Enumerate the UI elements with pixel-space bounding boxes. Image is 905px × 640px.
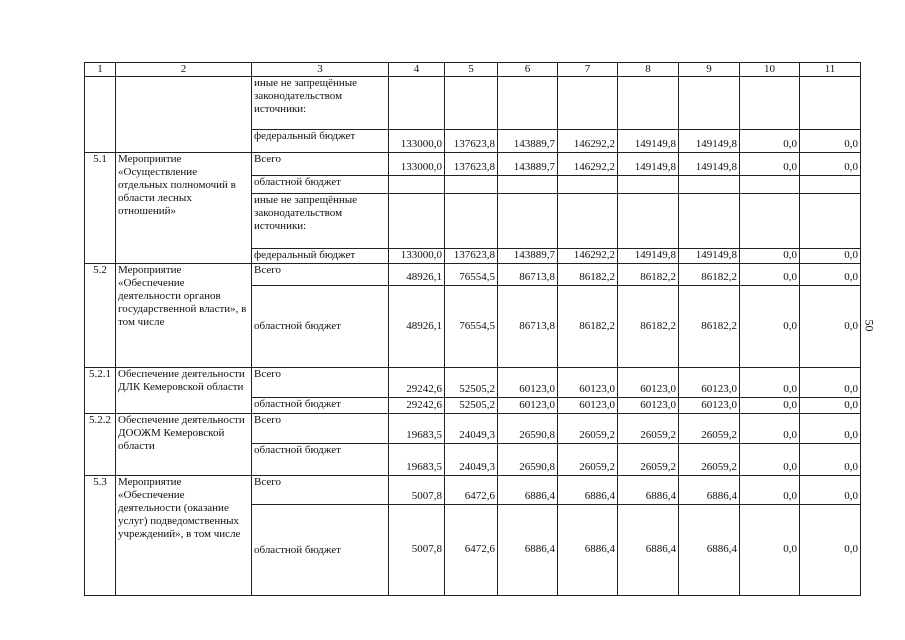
amount-cell: 26590,8 bbox=[498, 414, 558, 444]
item-number-cell bbox=[85, 77, 116, 153]
amount-cell: 133000,0 bbox=[389, 130, 445, 153]
amount-cell: 6472,6 bbox=[445, 505, 498, 596]
amount-cell: 0,0 bbox=[740, 130, 800, 153]
funding-source-cell: областной бюджет bbox=[252, 444, 389, 476]
amount-cell bbox=[618, 176, 679, 194]
funding-source-cell: иные не запрещённые законодательством источники: bbox=[252, 77, 389, 130]
amount-cell: 48926,1 bbox=[389, 264, 445, 286]
column-number-row bbox=[85, 63, 861, 77]
budget-table bbox=[84, 62, 861, 596]
amount-cell: 5007,8 bbox=[389, 505, 445, 596]
col-header: 9 bbox=[679, 63, 740, 77]
funding-source-cell: федеральный бюджет bbox=[252, 130, 389, 153]
amount-cell: 60123,0 bbox=[679, 398, 740, 414]
amount-cell: 26059,2 bbox=[679, 414, 740, 444]
funding-source-cell: областной бюджет bbox=[252, 398, 389, 414]
page-number: 50 bbox=[862, 319, 877, 332]
amount-cell bbox=[389, 176, 445, 194]
amount-cell: 86182,2 bbox=[618, 264, 679, 286]
amount-cell: 86182,2 bbox=[558, 264, 618, 286]
amount-cell: 137623,8 bbox=[445, 249, 498, 264]
amount-cell: 24049,3 bbox=[445, 444, 498, 476]
amount-cell: 149149,8 bbox=[679, 130, 740, 153]
col-header: 4 bbox=[389, 63, 445, 77]
funding-source-cell: иные не запрещённые законодательством источники: bbox=[252, 194, 389, 249]
amount-cell: 19683,5 bbox=[389, 444, 445, 476]
funding-source-cell: Всего bbox=[252, 264, 389, 286]
amount-cell: 76554,5 bbox=[445, 286, 498, 368]
amount-cell: 149149,8 bbox=[618, 249, 679, 264]
amount-cell: 26059,2 bbox=[618, 444, 679, 476]
amount-cell: 26059,2 bbox=[558, 414, 618, 444]
amount-cell: 19683,5 bbox=[389, 414, 445, 444]
amount-cell: 48926,1 bbox=[389, 286, 445, 368]
amount-cell: 6886,4 bbox=[618, 505, 679, 596]
amount-cell bbox=[740, 176, 800, 194]
item-name-cell: Мероприятие «Осуществление отдельных полномочий в области лесных отношений» bbox=[116, 153, 252, 264]
amount-cell bbox=[740, 77, 800, 130]
amount-cell: 137623,8 bbox=[445, 130, 498, 153]
item-number-cell: 5.1 bbox=[85, 153, 116, 264]
amount-cell: 0,0 bbox=[740, 153, 800, 176]
amount-cell: 60123,0 bbox=[618, 368, 679, 398]
amount-cell: 86182,2 bbox=[679, 264, 740, 286]
col-header: 5 bbox=[445, 63, 498, 77]
table-row bbox=[85, 77, 861, 130]
col-header: 11 bbox=[800, 63, 861, 77]
amount-cell: 86713,8 bbox=[498, 264, 558, 286]
amount-cell bbox=[558, 194, 618, 249]
amount-cell: 146292,2 bbox=[558, 153, 618, 176]
amount-cell: 5007,8 bbox=[389, 476, 445, 505]
amount-cell: 86713,8 bbox=[498, 286, 558, 368]
amount-cell bbox=[445, 176, 498, 194]
amount-cell: 86182,2 bbox=[679, 286, 740, 368]
funding-source-cell: областной бюджет bbox=[252, 505, 389, 596]
amount-cell bbox=[800, 176, 861, 194]
item-number-cell: 5.2.1 bbox=[85, 368, 116, 414]
amount-cell bbox=[679, 176, 740, 194]
amount-cell: 146292,2 bbox=[558, 249, 618, 264]
amount-cell: 133000,0 bbox=[389, 153, 445, 176]
amount-cell: 24049,3 bbox=[445, 414, 498, 444]
amount-cell: 26059,2 bbox=[618, 414, 679, 444]
amount-cell: 6886,4 bbox=[618, 476, 679, 505]
col-header: 3 bbox=[252, 63, 389, 77]
amount-cell: 60123,0 bbox=[679, 368, 740, 398]
amount-cell bbox=[498, 194, 558, 249]
amount-cell bbox=[558, 77, 618, 130]
amount-cell: 0,0 bbox=[740, 476, 800, 505]
amount-cell: 60123,0 bbox=[558, 398, 618, 414]
funding-source-cell: федеральный бюджет bbox=[252, 249, 389, 264]
item-number-cell: 5.2.2 bbox=[85, 414, 116, 476]
amount-cell: 143889,7 bbox=[498, 153, 558, 176]
amount-cell: 6886,4 bbox=[558, 505, 618, 596]
amount-cell: 6886,4 bbox=[498, 476, 558, 505]
amount-cell: 60123,0 bbox=[618, 398, 679, 414]
amount-cell: 0,0 bbox=[740, 444, 800, 476]
table-row bbox=[85, 368, 861, 398]
amount-cell bbox=[679, 77, 740, 130]
amount-cell: 143889,7 bbox=[498, 249, 558, 264]
amount-cell: 143889,7 bbox=[498, 130, 558, 153]
amount-cell: 6886,4 bbox=[558, 476, 618, 505]
amount-cell: 60123,0 bbox=[558, 368, 618, 398]
amount-cell: 149149,8 bbox=[618, 153, 679, 176]
amount-cell bbox=[800, 194, 861, 249]
item-name-cell: Мероприятие «Обеспечение деятельности органов государственной власти», в том числе bbox=[116, 264, 252, 368]
funding-source-cell: Всего bbox=[252, 476, 389, 505]
amount-cell: 52505,2 bbox=[445, 398, 498, 414]
amount-cell: 0,0 bbox=[740, 264, 800, 286]
amount-cell bbox=[800, 77, 861, 130]
amount-cell: 0,0 bbox=[800, 153, 861, 176]
col-header: 6 bbox=[498, 63, 558, 77]
amount-cell: 76554,5 bbox=[445, 264, 498, 286]
amount-cell: 149149,8 bbox=[679, 249, 740, 264]
amount-cell: 0,0 bbox=[740, 249, 800, 264]
item-name-cell: Обеспечение деятельности ДЛК Кемеровской области bbox=[116, 368, 252, 414]
col-header: 7 bbox=[558, 63, 618, 77]
amount-cell bbox=[445, 77, 498, 130]
amount-cell: 149149,8 bbox=[679, 153, 740, 176]
amount-cell: 0,0 bbox=[800, 368, 861, 398]
amount-cell: 133000,0 bbox=[389, 249, 445, 264]
amount-cell: 0,0 bbox=[740, 414, 800, 444]
amount-cell bbox=[740, 194, 800, 249]
table-body bbox=[85, 63, 861, 596]
amount-cell: 0,0 bbox=[740, 286, 800, 368]
amount-cell: 0,0 bbox=[800, 286, 861, 368]
col-header: 2 bbox=[116, 63, 252, 77]
amount-cell: 0,0 bbox=[800, 130, 861, 153]
table-row bbox=[85, 414, 861, 444]
table-row bbox=[85, 264, 861, 286]
amount-cell bbox=[389, 77, 445, 130]
amount-cell: 146292,2 bbox=[558, 130, 618, 153]
amount-cell: 0,0 bbox=[800, 264, 861, 286]
funding-source-cell: Всего bbox=[252, 368, 389, 398]
amount-cell bbox=[389, 194, 445, 249]
amount-cell bbox=[498, 176, 558, 194]
amount-cell: 0,0 bbox=[800, 476, 861, 505]
item-number-cell: 5.2 bbox=[85, 264, 116, 368]
col-header: 1 bbox=[85, 63, 116, 77]
amount-cell: 26059,2 bbox=[679, 444, 740, 476]
amount-cell bbox=[558, 176, 618, 194]
amount-cell: 6886,4 bbox=[679, 476, 740, 505]
amount-cell: 149149,8 bbox=[618, 130, 679, 153]
amount-cell bbox=[679, 194, 740, 249]
amount-cell: 29242,6 bbox=[389, 398, 445, 414]
amount-cell: 26059,2 bbox=[558, 444, 618, 476]
col-header: 10 bbox=[740, 63, 800, 77]
amount-cell: 86182,2 bbox=[558, 286, 618, 368]
amount-cell: 0,0 bbox=[740, 368, 800, 398]
amount-cell: 86182,2 bbox=[618, 286, 679, 368]
amount-cell: 0,0 bbox=[800, 505, 861, 596]
funding-source-cell: областной бюджет bbox=[252, 286, 389, 368]
amount-cell: 0,0 bbox=[800, 249, 861, 264]
funding-source-cell: Всего bbox=[252, 153, 389, 176]
amount-cell: 0,0 bbox=[740, 398, 800, 414]
amount-cell: 60123,0 bbox=[498, 368, 558, 398]
amount-cell: 29242,6 bbox=[389, 368, 445, 398]
amount-cell: 52505,2 bbox=[445, 368, 498, 398]
amount-cell: 137623,8 bbox=[445, 153, 498, 176]
amount-cell bbox=[498, 77, 558, 130]
amount-cell: 60123,0 bbox=[498, 398, 558, 414]
amount-cell bbox=[618, 77, 679, 130]
funding-source-cell: областной бюджет bbox=[252, 176, 389, 194]
amount-cell: 26590,8 bbox=[498, 444, 558, 476]
amount-cell bbox=[618, 194, 679, 249]
amount-cell: 0,0 bbox=[800, 414, 861, 444]
amount-cell: 0,0 bbox=[800, 398, 861, 414]
item-name-cell: Обеспечение деятельности ДООЖМ Кемеровской области bbox=[116, 414, 252, 476]
amount-cell: 6886,4 bbox=[498, 505, 558, 596]
amount-cell: 6472,6 bbox=[445, 476, 498, 505]
table-row bbox=[85, 476, 861, 505]
table-row bbox=[85, 153, 861, 176]
col-header: 8 bbox=[618, 63, 679, 77]
amount-cell: 0,0 bbox=[740, 505, 800, 596]
item-name-cell: Мероприятие «Обеспечение деятельности (оказание услуг) подведомственных учреждений», в том числе bbox=[116, 476, 252, 596]
amount-cell: 6886,4 bbox=[679, 505, 740, 596]
amount-cell: 0,0 bbox=[800, 444, 861, 476]
funding-source-cell: Всего bbox=[252, 414, 389, 444]
amount-cell bbox=[445, 194, 498, 249]
item-name-cell bbox=[116, 77, 252, 153]
item-number-cell: 5.3 bbox=[85, 476, 116, 596]
